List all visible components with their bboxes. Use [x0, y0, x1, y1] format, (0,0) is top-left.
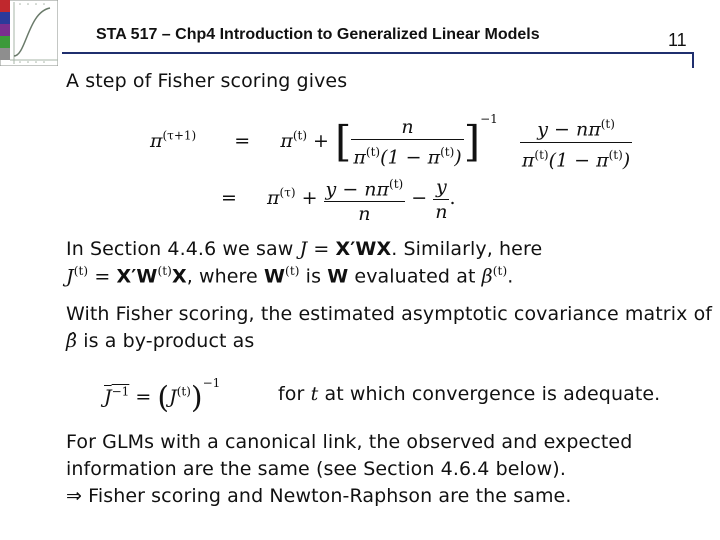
eq3-equals: =	[135, 386, 152, 408]
page-number: 11	[668, 30, 687, 50]
eq1-lhs: $\pi^{(\tau+1)}$	[150, 128, 197, 152]
intro-text: A step of Fisher scoring gives	[66, 70, 348, 92]
equation-covariance-text: for t at which convergence is adequate.	[278, 383, 661, 405]
glm-line-2: information are the same (see Section 4.6.4 below).	[66, 458, 566, 480]
glm-line-1: For GLMs with a canonical link, the observed and expected	[66, 431, 633, 453]
equation-fisher-step: $\pi^{(\tau+1)} = \pi^{(t)}$ + [ $\frac{n}{\pi^{(t)}(1 - \pi^{(t)})}$ ]$^{-1}$ $\frac{y - n\pi^{(t)}}{\pi^{(t)}(1 - \pi^{(t)})}$	[150, 112, 631, 171]
header-rule-corner	[692, 52, 694, 68]
implies-icon: ⇒	[66, 485, 83, 507]
eq2-fraction-1: $\frac{y - n\pi^{(t)}}{n}$	[324, 172, 406, 226]
eq2-pi: $\pi^{(\tau)}$	[267, 185, 296, 210]
section-line-1: In Section 4.4.6 we saw J = X′WX. Similarly, here	[66, 238, 543, 260]
eq2-equals: =	[221, 187, 237, 210]
glm-line-3: ⇒ Fisher scoring and Newton-Raphson are the same.	[66, 485, 572, 507]
header-rule	[62, 52, 694, 54]
eq1-plus: +	[313, 130, 329, 152]
eq1-fraction-2: $\frac{y - n\pi^{(t)}}{\pi^{(t)}(1 - \pi^{(t)})}$	[520, 112, 632, 172]
section-line-2: $J^{(t)} = X'W^{(t)}X$, where $W^{(t)}$ is W evaluated at $\beta^{(t)}$.	[66, 264, 514, 288]
equation-fisher-simplified: = $\pi^{(\tau)}$ + $\frac{y - n\pi^{(t)}}{n}$ − $\frac{y}{n}$ .	[221, 172, 456, 226]
course-logo	[0, 0, 58, 66]
eq1-pi: $\pi^{(t)}$	[280, 128, 307, 152]
fisher-line-1: With Fisher scoring, the estimated asymptotic covariance matrix of	[66, 303, 713, 325]
slide-title: STA 517 – Chp4 Introduction to Generalized Linear Models	[96, 26, 540, 43]
eq1-exponent: −1	[480, 112, 498, 126]
equation-covariance: $J^{-1} = (J^{(t)})^{-1}$	[104, 376, 221, 416]
fisher-line-2: β̂ is a by-product as	[66, 330, 255, 352]
eq2-fraction-2: $\frac{y}{n}$	[435, 175, 448, 223]
eq1-fraction-1: $\frac{n}{\pi^{(t)}(1 - \pi^{(t)})}$	[353, 115, 462, 169]
eq3-lhs: $J^{-1}$	[104, 384, 130, 408]
eq1-equals: =	[234, 130, 251, 152]
eq2-minus: −	[411, 187, 428, 210]
eq2-plus: +	[301, 187, 318, 210]
